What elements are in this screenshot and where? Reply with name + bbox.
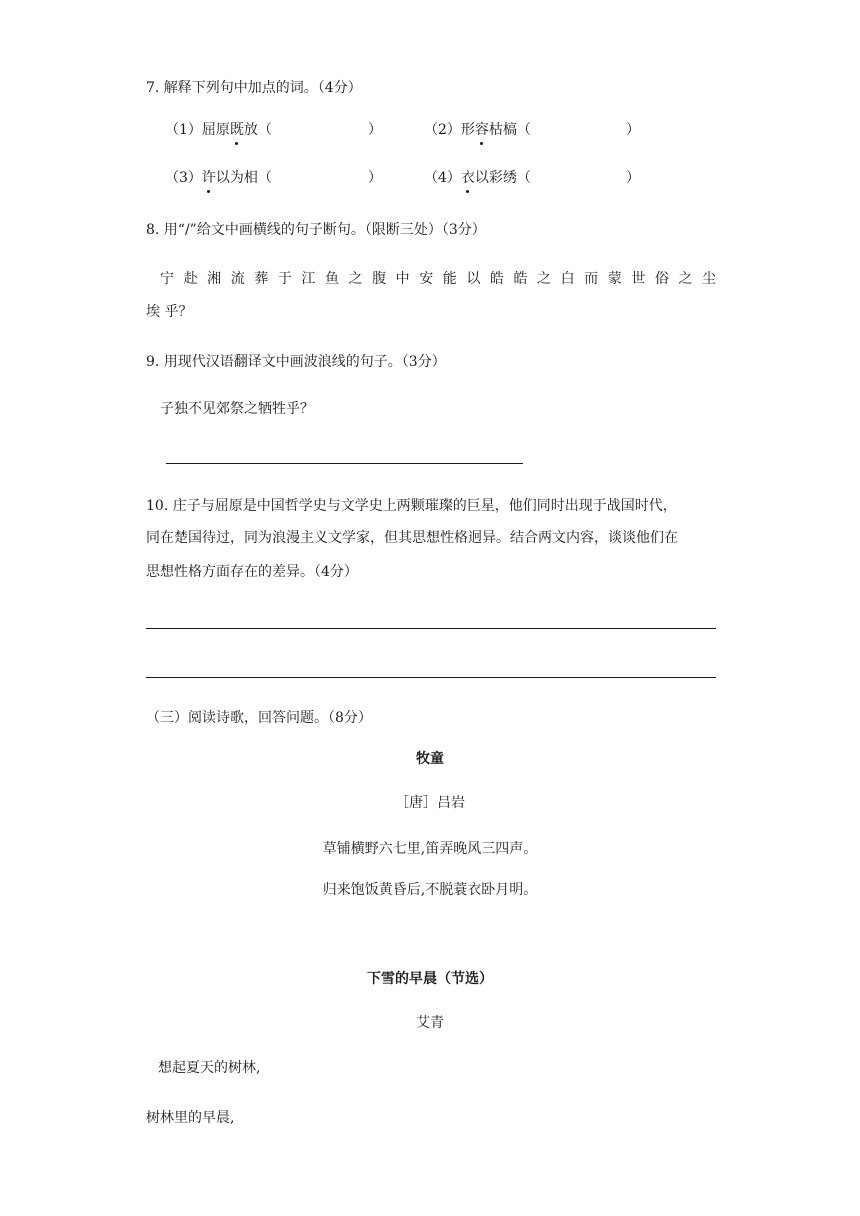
q8-char: 赴 — [183, 271, 198, 287]
q8-char: 葬 — [254, 271, 269, 287]
q10-line-2: 同在楚国待过，同为浪漫主义文学家，但其思想性格迥异。结合两文内容，谈谈他们在 — [146, 530, 678, 546]
q9-sentence: 子独不见郊祭之牺牲乎？ — [160, 401, 314, 417]
q8-char: 江 — [301, 271, 316, 287]
q8-sentence-line-2: 埃 乎？ — [146, 304, 193, 320]
q8-char: 之 — [348, 271, 363, 287]
q7-item-2 — [424, 120, 531, 140]
q7-item-1-dotted-word: 既 — [229, 122, 244, 138]
q7-item-1-pre: （1）屈原 — [165, 122, 230, 138]
q7-item-2-post: 枯槁（ — [488, 122, 531, 138]
q8-char: 皓 — [513, 271, 528, 287]
poem-2-line-2: 树林里的早晨, — [146, 1110, 235, 1126]
q8-char: 安 — [419, 271, 434, 287]
q8-char: 皓 — [489, 271, 504, 287]
q8-char: 俗 — [654, 271, 669, 287]
poem-1-line-2: 归来饱饭黄昏后,不脱蓑衣卧月明。 — [322, 882, 538, 898]
q8-char: 中 — [395, 271, 410, 287]
q8-char: 腹 — [372, 271, 387, 287]
q8-char: 流 — [230, 271, 245, 287]
q8-char: 之 — [537, 271, 551, 287]
poem-2-line-1: 想起夏天的树林, — [158, 1060, 261, 1076]
q7-item-2-answer-close: ） — [626, 122, 640, 138]
q7-item-3-pre: （3） — [165, 170, 202, 186]
poem-2-title: 下雪的早晨（节选） — [367, 971, 493, 987]
q7-item-3-post: 以为相（ — [215, 170, 272, 186]
q7-item-1 — [165, 120, 272, 140]
q8-char: 之 — [678, 271, 693, 287]
q8-char: 宁 — [160, 271, 174, 287]
q10-line-1: 10. 庄子与屈原是中国哲学史与文学史上两颗璀璨的巨星，他们同时出现于战国时代， — [146, 498, 677, 514]
q8-title: 8. 用“/”给文中画横线的句子断句。（限断三处）（3分） — [146, 222, 486, 238]
q9-title: 9. 用现代汉语翻译文中画波浪线的句子。（3分） — [146, 354, 446, 370]
q7-item-4-answer-close: ） — [626, 170, 640, 186]
poem-1-line-1: 草铺横野六七里,笛弄晚风三四声。 — [322, 841, 538, 857]
q7-item-1-post: 放（ — [243, 122, 272, 138]
q8-sentence-line-1 — [160, 269, 716, 289]
q10-answer-line-2[interactable] — [146, 677, 716, 678]
poem-1-title: 牧童 — [416, 751, 444, 767]
q8-char: 能 — [442, 271, 457, 287]
section-3-title: （三）阅读诗歌，回答问题。（8分） — [146, 710, 372, 726]
q8-char: 尘 — [701, 271, 716, 287]
q7-item-2-pre: （2）形 — [424, 122, 475, 138]
q7-item-1-answer-close: ） — [368, 122, 382, 138]
q7-item-3 — [165, 168, 272, 188]
q7-item-4-pre: （4） — [424, 170, 461, 186]
q8-char: 于 — [277, 271, 292, 287]
q8-char: 鱼 — [324, 271, 339, 287]
q7-title: 7. 解释下列句中加点的词。（4分） — [146, 80, 362, 96]
poem-2-author: 艾青 — [416, 1015, 444, 1031]
q8-char: 湘 — [207, 271, 222, 287]
q8-char: 蒙 — [607, 271, 622, 287]
q10-line-3: 思想性格方面存在的差异。（4分） — [146, 564, 358, 580]
q8-char: 白 — [560, 271, 575, 287]
q8-char: 以 — [466, 271, 481, 287]
poem-1-author: ［唐］吕岩 — [395, 795, 465, 811]
q7-item-3-dotted-word: 许 — [201, 170, 216, 186]
q7-item-3-answer-close: ） — [368, 170, 382, 186]
q7-item-2-dotted-word: 容 — [474, 122, 489, 138]
q7-item-4-dotted-word: 衣 — [460, 170, 475, 186]
q8-char: 而 — [584, 271, 599, 287]
q10-answer-line-1[interactable] — [146, 628, 716, 629]
q7-item-4 — [424, 168, 531, 188]
q8-char: 世 — [631, 271, 646, 287]
q7-item-4-post: 以彩绣（ — [474, 170, 531, 186]
q9-answer-line[interactable] — [166, 463, 523, 464]
